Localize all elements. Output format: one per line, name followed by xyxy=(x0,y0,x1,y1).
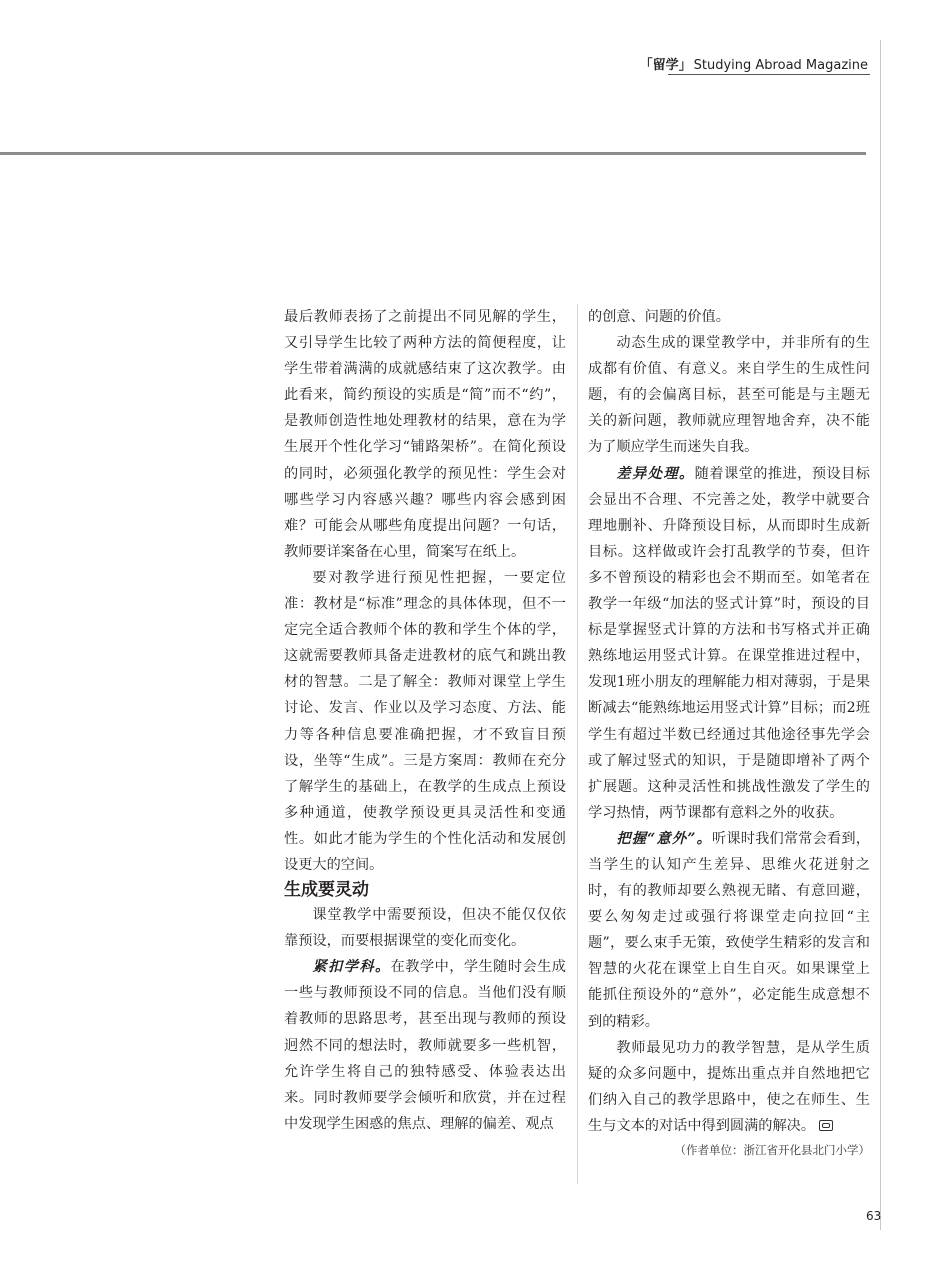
magazine-masthead xyxy=(640,54,868,73)
page-side-rule xyxy=(880,40,881,1230)
lead-phrase-chayi: 差异处理。 xyxy=(616,465,695,482)
right-paragraph-1: 的创意、问题的价值。 xyxy=(588,309,730,325)
lead-phrase-yiwai: 把握“意外”。 xyxy=(616,830,712,847)
right-paragraph-3 xyxy=(588,461,870,826)
section-heading: 生成要灵动 xyxy=(284,880,369,901)
left-paragraph-2: 要对教学进行预见性把握，一要定位准：教材是“标准”理念的具体体现，但不一定完全适合教师个体的教和学生个体的学，这就需要教师具备走进教材的底气和跳出教材的智慧。二是了解全：教师对课堂上学生讨论、发言、作业以及学习态度、方法、能力等各种信息要准确把握，才不致盲目预设，坐等“生成”。三是方案周：教师在充分了解学生的基础上，在教学的生成点上预设多种通道，使教学预设更具灵活性和变通性。如此才能为学生的个性化活动和发展创设更大的空间。 xyxy=(284,569,566,873)
left-paragraph-3: 课堂教学中需要预设，但决不能仅仅依靠预设，而要根据课堂的变化而变化。 xyxy=(284,907,566,950)
lead-phrase-kouxueke: 紧扣学科。 xyxy=(312,959,391,976)
right-paragraph-4 xyxy=(588,826,870,1035)
end-mark-icon xyxy=(819,1120,833,1131)
magazine-logo: 「留学」 xyxy=(639,58,692,73)
right-paragraph-2: 动态生成的课堂教学中，并非所有的生成都有价值、有意义。来自学生的生成性问题，有的会偏离目标，甚至可能是与主题无关的新问题，教师就应理智地舍弃，决不能为了顺应学生而迷失自我。 xyxy=(588,335,870,456)
right-paragraph-5 xyxy=(588,1035,870,1139)
page-number: 63 xyxy=(866,1209,882,1223)
magazine-title: Studying Abroad Magazine xyxy=(693,58,868,73)
right-paragraph-5-body: 教师最见功力的教学智慧，是从学生质疑的众多问题中，提炼出重点并自然地把它们纳入自己的教学思路中，使之在师生、生生与文本的对话中得到圆满的解决。 xyxy=(588,1039,870,1134)
section-top-divider xyxy=(0,152,866,155)
left-paragraph-4-body: 在教学中，学生随时会生成一些与教师预设不同的信息。当他们没有顺着教师的思路思考，甚至出现与教师的预设迥然不同的想法时，教师就要多一些机智，允许学生将自己的独特感受、体验表达出来。同时教师要学会倾听和欣赏，并在过程中发现学生困惑的焦点、理解的偏差、观点 xyxy=(284,959,566,1132)
left-paragraph-4 xyxy=(284,954,566,1137)
right-paragraph-3-body: 随着课堂的推进，预设目标会显出不合理、不完善之处，教学中就要合理地删补、升降预设目标，从而即时生成新目标。这样做或许会打乱教学的节奏，但许多不曾预设的精彩也会不期而至。如笔者在教学一年级“加法的竖式计算”时，预设的目标是掌握竖式计算的方法和书写格式并正确熟练地运用竖式计算。在课堂推进过程中，发现1班小朋友的理解能力相对薄弱，于是果断减去“能熟练地运用竖式计算”目标；而2班学生有超过半数已经通过其他途径事先学会或了解过竖式的知识，于是随即增补了两个扩展题。这种灵活性和挑战性激发了学生的学习热情，两节课都有意料之外的收获。 xyxy=(588,465,870,821)
author-affiliation: （作者单位：浙江省开化县北门小学） xyxy=(674,1143,870,1157)
article-left-column xyxy=(284,304,566,1137)
article-right-column xyxy=(588,304,870,1161)
column-divider xyxy=(577,304,578,1184)
right-paragraph-4-body: 听课时我们常常会看到，当学生的认知产生差异、思维火花迸射之时，有的教师却要么熟视无睹、有意回避，要么匆匆走过或强行将课堂走向拉回“主题”，要么束手无策，致使学生精彩的发言和智慧的火花在课堂上自生自灭。如果课堂上能抓住预设外的“意外”，必定能生成意想不到的精彩。 xyxy=(588,830,870,1030)
left-paragraph-1: 最后教师表扬了之前提出不同见解的学生，又引导学生比较了两种方法的简便程度，让学生带着满满的成就感结束了这次教学。由此看来，简约预设的实质是“简”而不“约”，是教师创造性地处理教材的结果，意在为学生展开个性化学习“铺路架桥”。在简化预设的同时，必须强化教学的预见性：学生会对哪些学习内容感兴趣？哪些内容会感到困难？可能会从哪些角度提出问题？一句话，教师要详案备在心里，简案写在纸上。 xyxy=(284,309,566,560)
masthead-underline xyxy=(668,74,870,75)
